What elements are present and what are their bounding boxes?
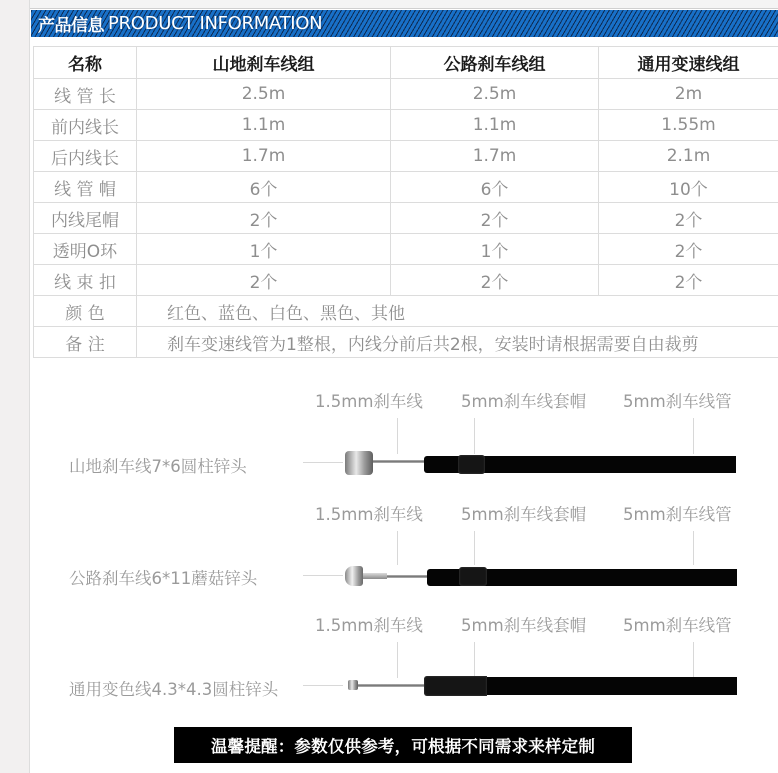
table-row <box>34 172 778 203</box>
row-label: 线 束 扣 <box>34 265 137 296</box>
section-title-en: PRODUCT INFORMATION <box>108 13 323 34</box>
mushroom-neck <box>361 573 387 579</box>
name-pointer-line <box>303 462 343 463</box>
diagram-row-shift <box>31 608 778 718</box>
small-cylinder-head <box>348 680 358 690</box>
section-header <box>31 10 778 37</box>
row-label: 颜 色 <box>34 296 137 327</box>
table-row-color <box>34 296 778 327</box>
table-header-row <box>34 47 778 79</box>
table-cell: 2.5m <box>137 79 391 110</box>
part-label-inner-wire: 1.5mm刹车线 <box>315 505 423 524</box>
cylinder-head <box>345 451 373 475</box>
inner-wire <box>385 575 429 578</box>
table-cell: 2个 <box>599 203 778 234</box>
cable-diagram <box>31 362 778 773</box>
table-cell: 2个 <box>391 265 599 296</box>
table-row <box>34 110 778 141</box>
pointer-line <box>397 642 398 678</box>
table-cell: 2.1m <box>599 141 778 172</box>
pointer-line <box>693 531 694 565</box>
table-cell: 1个 <box>137 234 391 265</box>
table-cell: 1.7m <box>137 141 391 172</box>
row-label: 后内线长 <box>34 141 137 172</box>
section-title-cn: 产品信息 <box>38 16 104 36</box>
diagram-row-road <box>31 497 778 607</box>
part-label-housing: 5mm刹车线管 <box>623 505 732 524</box>
table-cell: 1.55m <box>599 110 778 141</box>
cable-name: 公路刹车线6*11蘑菇锌头 <box>69 569 258 588</box>
part-label-ferrule: 5mm刹车线套帽 <box>461 616 587 635</box>
table-cell: 2个 <box>137 203 391 234</box>
notice-banner: 温馨提醒：参数仅供参考，可根据不同需求来样定制 <box>174 727 632 763</box>
part-label-inner-wire: 1.5mm刹车线 <box>315 392 423 411</box>
diagram-row-mtb <box>31 384 778 494</box>
part-label-housing: 5mm刹车线管 <box>623 392 732 411</box>
cable-name: 通用变色线4.3*4.3圆柱锌头 <box>69 680 279 699</box>
mushroom-head <box>345 566 363 586</box>
column-header: 公路刹车线组 <box>391 47 599 79</box>
table-row <box>34 234 778 265</box>
cable-name: 山地刹车线7*6圆柱锌头 <box>69 457 247 476</box>
ferrule-cap <box>458 455 485 474</box>
note-text: 刹车变速线管为1整根，内线分前后共2根，安装时请根据需要自由裁剪 <box>137 327 778 358</box>
ferrule-cap <box>459 567 487 586</box>
table-row <box>34 141 778 172</box>
part-label-housing: 5mm刹车线管 <box>623 616 732 635</box>
pointer-line <box>693 418 694 454</box>
inner-wire <box>357 684 427 687</box>
table-cell: 1.1m <box>137 110 391 141</box>
row-label: 线 管 长 <box>34 79 137 110</box>
table-cell: 1.1m <box>391 110 599 141</box>
column-header: 山地刹车线组 <box>137 47 391 79</box>
ferrule-cap <box>424 676 487 696</box>
table-row-note <box>34 327 778 358</box>
part-label-inner-wire: 1.5mm刹车线 <box>315 616 423 635</box>
name-pointer-line <box>303 685 343 686</box>
part-label-ferrule: 5mm刹车线套帽 <box>461 392 587 411</box>
row-label: 前内线长 <box>34 110 137 141</box>
table-cell: 10个 <box>599 172 778 203</box>
table-cell: 2个 <box>599 234 778 265</box>
column-header: 通用变速线组 <box>599 47 778 79</box>
row-label: 透明O环 <box>34 234 137 265</box>
inner-wire <box>371 460 427 463</box>
color-options: 红色、蓝色、白色、黑色、其他 <box>137 296 778 327</box>
table-cell: 6个 <box>391 172 599 203</box>
table-cell: 1个 <box>391 234 599 265</box>
pointer-line <box>693 642 694 678</box>
row-label: 线 管 帽 <box>34 172 137 203</box>
row-label: 备 注 <box>34 327 137 358</box>
table-cell: 2个 <box>391 203 599 234</box>
table-cell: 2个 <box>599 265 778 296</box>
table-cell: 2个 <box>137 265 391 296</box>
pointer-line <box>474 418 475 454</box>
table-cell: 2.5m <box>391 79 599 110</box>
pointer-line <box>397 531 398 565</box>
table-row <box>34 79 778 110</box>
top-strip <box>30 0 778 9</box>
name-pointer-line <box>303 575 343 576</box>
row-label: 内线尾帽 <box>34 203 137 234</box>
part-label-ferrule: 5mm刹车线套帽 <box>461 505 587 524</box>
left-gutter <box>0 0 30 773</box>
table-row <box>34 265 778 296</box>
pointer-line <box>474 531 475 565</box>
pointer-line <box>397 418 398 454</box>
pointer-line <box>474 642 475 678</box>
table-cell: 1.7m <box>391 141 599 172</box>
column-header: 名称 <box>34 47 137 79</box>
table-cell: 6个 <box>137 172 391 203</box>
spec-table <box>33 46 778 358</box>
table-row <box>34 203 778 234</box>
table-cell: 2m <box>599 79 778 110</box>
